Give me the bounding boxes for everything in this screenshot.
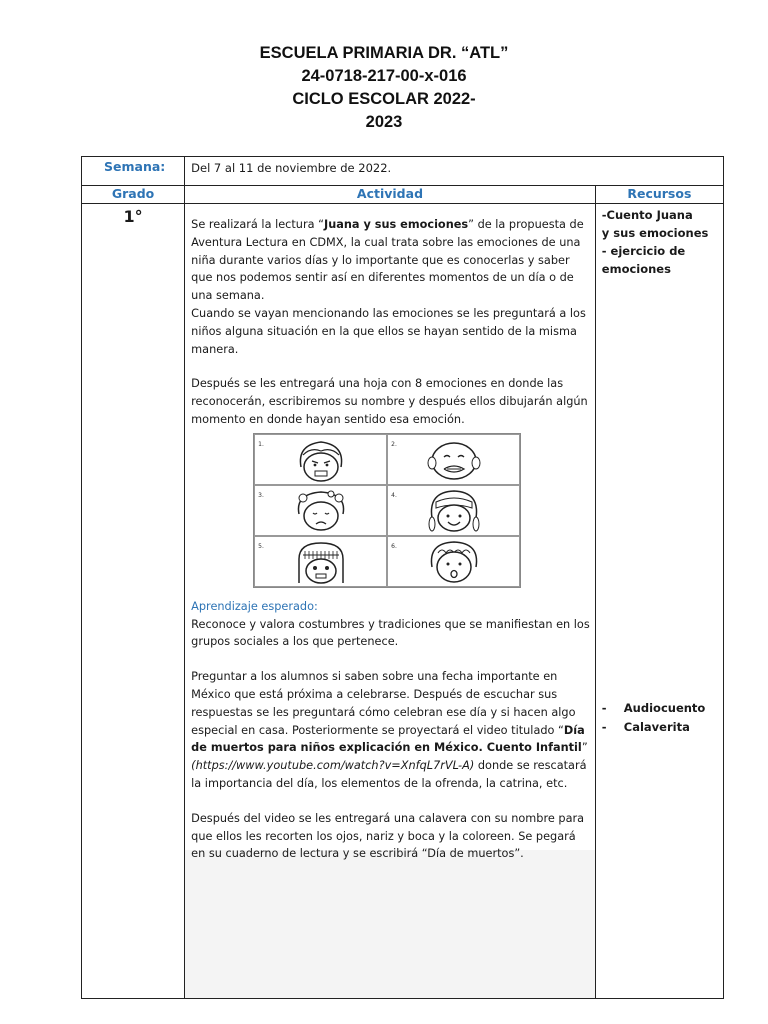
emotion-cell: 5. <box>254 536 387 587</box>
resource-line: - ejercicio de <box>601 244 686 258</box>
book-title: Juana y sus emociones <box>323 218 469 231</box>
aprendizaje-label: Aprendizaje esperado: <box>191 599 318 613</box>
activity-cell <box>185 204 596 999</box>
semana-row <box>82 157 724 186</box>
semana-label: Semana: <box>82 157 185 186</box>
disgusted-face-icon <box>424 437 484 483</box>
resource-line: emociones <box>601 262 671 276</box>
lesson-plan-table <box>81 156 724 999</box>
school-year: CICLO ESCOLAR 2022- <box>292 90 476 108</box>
resource-list <box>602 699 706 737</box>
resource-line: y sus emociones <box>601 226 709 240</box>
video-title: Día de muertos para niños explicación en México. Cuento Infantil <box>191 723 585 755</box>
scared-face-icon <box>291 539 351 585</box>
happy-face-icon <box>424 488 484 534</box>
activity-paragraph-1: Se realizará la lectura “Juana y sus emociones” de la propuesta de Aventura Lectura en CDMX, la cual trata sobre las emociones de una niña durante varios días y lo importante que es conocerlas y saber que nos podemos sentir así en diferentes momentos de un día o de una semana. <box>191 218 584 303</box>
column-header-row <box>82 186 724 204</box>
grado-header: Grado <box>82 186 185 204</box>
recursos-header: Recursos <box>595 186 723 204</box>
activity-paragraph-3: Después se les entregará una hoja con 8 emociones en donde las reconocerán, escribiremos su nombre y después ellos dibujarán algún momento en donde hayan sentido esa emoción. <box>191 377 588 426</box>
content-row <box>82 204 724 999</box>
sad-face-icon <box>291 488 351 534</box>
list-item: - Calaverita <box>601 720 690 734</box>
actividad-header: Actividad <box>185 186 596 204</box>
aprendizaje-text: Reconoce y valora costumbres y tradiciones que se manifiestan en los grupos sociales a los que pertenece. <box>191 617 590 649</box>
emotions-worksheet-image <box>253 433 521 588</box>
video-url: (https://www.youtube.com/watch?v=XnfqL7rVL-A) <box>191 759 475 773</box>
document-header <box>0 42 768 134</box>
emotion-cell: 1. <box>254 434 387 485</box>
school-code: 24-0718-217-00-x-016 <box>301 67 467 85</box>
list-item: - Audiocuento <box>601 701 706 715</box>
school-year-end: 2023 <box>365 113 403 131</box>
activity-paragraph-2: Cuando se vayan mencionando las emociones se les preguntará a los niños alguna situación en la que ellos se hayan sentido de la misma manera. <box>191 306 586 356</box>
emotion-cell: 2. <box>387 434 520 485</box>
emotion-cell: 3. <box>254 485 387 536</box>
semana-value: Del 7 al 11 de noviembre de 2022. <box>185 157 724 186</box>
emotion-cell: 6. <box>387 536 520 587</box>
school-name: ESCUELA PRIMARIA DR. “ATL” <box>259 44 509 62</box>
angry-face-icon <box>291 437 351 483</box>
resource-line: -Cuento Juana <box>601 208 693 222</box>
surprised-face-icon <box>424 539 484 585</box>
activity-paragraph-4: Preguntar a los alumnos si saben sobre una fecha importante en México que está próxima a celebrarse. Después de escuchar sus respuestas se les preguntará cómo celebran ese día y si hacen algo especial en casa. Posteriormente se proyectará el video titulado “Día de muertos para niños explicación en México. Cuento Infantil” (https://www.youtube.com/watch?v=XnfqL7rVL-A) donde se rescatará la importancia del día, los elementos de la ofrenda, la catrina, etc. <box>191 670 588 790</box>
activity-paragraph-5: Después del video se les entregará una calavera con su nombre para que ellos les recorten los ojos, nariz y boca y la coloreen. Se pegará en su cuaderno de lectura y se escribirá “Día de muertos”. <box>191 811 585 861</box>
resources-cell <box>595 204 723 999</box>
grado-value: 1° <box>82 204 185 999</box>
emotion-cell: 4. <box>387 485 520 536</box>
shaded-region <box>185 850 595 998</box>
